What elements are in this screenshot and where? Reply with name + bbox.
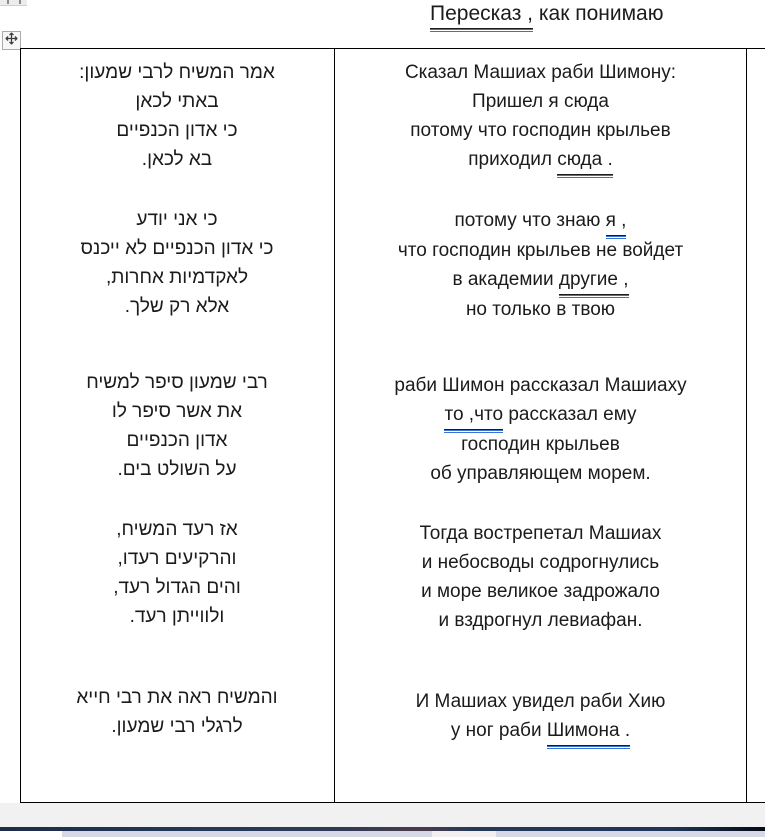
hebrew-line[interactable]: אמר המשיח לרבי שמעון: — [79, 62, 275, 83]
table-column-divider — [334, 48, 335, 803]
paragraph-block — [21, 58, 333, 174]
underlined-text[interactable]: другие , — [559, 265, 629, 295]
russian-line[interactable]: у ног раби Шимона . — [336, 716, 745, 746]
table-move-handle[interactable] — [2, 31, 21, 50]
underlined-text[interactable]: Шимона . — [547, 716, 630, 746]
hebrew-line[interactable]: אז רעד המשיח, — [116, 519, 238, 540]
hebrew-text-cell[interactable] — [21, 49, 333, 801]
russian-line[interactable]: господин крыльев — [461, 434, 620, 455]
hebrew-line[interactable]: באתי לכאן — [135, 91, 219, 112]
paragraph-block — [336, 371, 745, 488]
taskbar-sliver — [0, 831, 765, 837]
russian-line[interactable]: и вздрогнул левиафан. — [438, 610, 643, 631]
paragraph-block — [336, 206, 745, 324]
russian-line[interactable]: Сказал Машиах раби Шимону: — [404, 62, 677, 83]
table-right-divider — [746, 48, 747, 803]
paragraph-block — [336, 687, 745, 746]
russian-line[interactable]: И Машиах увидел раби Хию — [415, 691, 666, 712]
hebrew-line[interactable]: לאקדמיות אחרות, — [105, 267, 249, 288]
ruler-tick — [19, 0, 21, 4]
hebrew-line[interactable]: רבי שמעון סיפר למשיח — [86, 372, 268, 393]
russian-line[interactable]: но только в твою — [465, 299, 616, 320]
move-icon — [5, 32, 18, 50]
ruler-edge-sliver — [0, 0, 27, 6]
russian-line[interactable]: потому что господин крыльев — [410, 120, 671, 141]
status-bar-area — [0, 803, 765, 827]
paragraph-block — [336, 58, 745, 175]
russian-line[interactable]: приходил сюда . — [336, 145, 745, 175]
ruler-tick — [7, 0, 9, 4]
hebrew-line[interactable]: ולווייתן רעד. — [129, 606, 225, 627]
paragraph-block — [21, 515, 333, 631]
russian-line[interactable]: и небосводы содрогнулись — [421, 552, 660, 573]
title-plain-text[interactable]: как понимаю — [533, 2, 664, 25]
russian-line[interactable]: то ,что рассказал ему — [336, 400, 745, 430]
hebrew-line[interactable]: על השולט בים. — [117, 459, 237, 480]
paragraph-block — [21, 683, 333, 741]
underlined-text[interactable]: я , — [606, 206, 627, 236]
underlined-text[interactable]: сюда . — [557, 145, 613, 175]
title-underlined-text[interactable]: Пересказ , — [430, 0, 533, 29]
hebrew-line[interactable]: והים הגדול רעד, — [113, 577, 241, 598]
hebrew-line[interactable]: והרקיעים רעדו, — [117, 548, 237, 569]
taskbar-pink-segment — [432, 831, 496, 837]
hebrew-line[interactable]: והמשיח ראה את רבי חייא — [76, 687, 278, 708]
underlined-text[interactable]: то ,что — [444, 400, 503, 430]
paragraph-block — [21, 205, 333, 321]
page-title[interactable] — [430, 0, 663, 30]
hebrew-line[interactable]: את אשר סיפר לו — [111, 401, 243, 422]
russian-line[interactable]: что господин крыльев не войдет — [397, 240, 684, 261]
russian-line[interactable]: в академии другие , — [336, 265, 745, 295]
russian-line[interactable]: раби Шимон рассказал Машиаху — [394, 375, 687, 396]
hebrew-line[interactable]: בא לכאן. — [141, 149, 213, 170]
hebrew-line[interactable]: אדון הכנפיים — [126, 430, 228, 451]
russian-line[interactable]: Тогда вострепетал Машиах — [419, 523, 662, 544]
russian-line[interactable]: Пришел я сюда — [472, 91, 609, 112]
hebrew-line[interactable]: כי אדון הכנפיים — [116, 120, 238, 141]
paragraph-block — [21, 368, 333, 484]
russian-line[interactable]: об управляющем морем. — [430, 463, 651, 484]
russian-text-cell[interactable] — [336, 49, 745, 801]
hebrew-line[interactable]: כי אני יודע — [136, 209, 218, 230]
paragraph-block — [336, 519, 745, 635]
hebrew-line[interactable]: כי אדון הכנפיים לא ייכנס — [80, 238, 274, 259]
taskbar-white-segment — [0, 831, 62, 837]
russian-line[interactable]: потому что знаю я , — [336, 206, 745, 236]
hebrew-line[interactable]: אלא רק שלך. — [124, 296, 230, 317]
russian-line[interactable]: и море великое задрожало — [421, 581, 660, 602]
hebrew-line[interactable]: לרגלי רבי שמעון. — [111, 716, 243, 737]
